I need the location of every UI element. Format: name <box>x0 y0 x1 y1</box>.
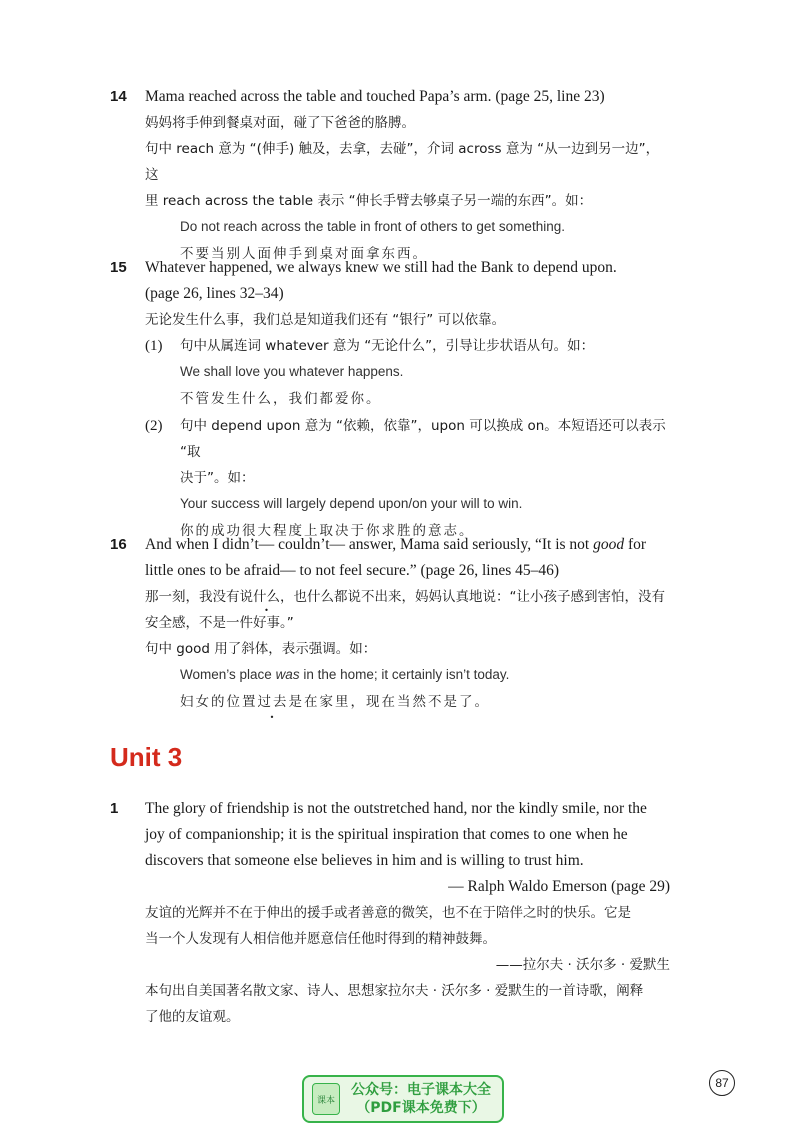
banner-line: （PDF课本免费下） <box>356 1100 486 1116</box>
quote-line: discovers that someone else believes in him and is willing to trust him. <box>145 852 584 869</box>
entry-number: 1 <box>110 800 119 817</box>
sub-note-2 <box>145 413 670 545</box>
source-sentence <box>145 532 670 558</box>
note-entry-15 <box>110 255 670 545</box>
text-span: 。” <box>280 615 294 631</box>
emphasized-word: 过去 <box>257 694 289 710</box>
source-sentence-cont: little ones to be afraid— to not feel secure.” (page 26, lines 45–46) <box>145 562 560 579</box>
example-english: We shall love you whatever happens. <box>180 364 404 379</box>
sub-note-number: (1) <box>145 338 163 354</box>
sentence-translation: 妈妈将手伸到餐桌对面，碰了下爸爸的胳膊。 <box>145 115 415 131</box>
explanation-line: 里 reach across the table 表示 “伸长手臂去够桌子另一端的东西”。如： <box>145 193 593 209</box>
source-sentence: Mama reached across the table and touched Papa’s arm. (page 25, line 23) <box>145 88 605 105</box>
source-reference: (page 26, lines 32–34) <box>145 285 284 302</box>
quote-attribution-zh: ——拉尔夫 · 沃尔多 · 爱默生 <box>495 957 670 973</box>
text-span: in the home; it certainly isn’t today. <box>299 667 510 682</box>
example-english: Do not reach across the table in front of others to get something. <box>180 219 565 234</box>
sentence-translation: 无论发生什么事，我们总是知道我们还有 “银行” 可以依靠。 <box>145 312 506 328</box>
page-number: 87 <box>709 1070 735 1096</box>
explanation-line: 句中 depend upon 意为 “依赖，依靠”，upon 可以换成 on。本短语还可以表示 “取 <box>180 418 666 460</box>
quote-line: The glory of friendship is not the outstretched hand, nor the kindly smile, nor the <box>145 800 647 817</box>
example-english <box>145 662 670 688</box>
banner-line: 公众号：电子课本大全 <box>351 1082 491 1098</box>
emphasized-word: good <box>593 536 625 553</box>
banner-text <box>340 1081 502 1117</box>
example-english: Your success will largely depend upon/on your will to win. <box>180 496 523 511</box>
quote-translation: 当一个人发现有人相信他并愿意信任他时得到的精神鼓舞。 <box>145 931 496 947</box>
sub-note-1 <box>145 333 670 413</box>
text-span: Women’s place <box>180 667 276 682</box>
quote-translation: 友谊的光辉并不在于伸出的援手或者善意的微笑，也不在于陪伴之时的快乐。它是 <box>145 905 631 921</box>
unit3-note-entry-1 <box>110 796 670 1030</box>
sub-note-number: (2) <box>145 418 163 434</box>
text-span: 安全感，不是一件 <box>145 615 253 631</box>
sentence-translation-cont <box>145 610 670 636</box>
entry-number: 15 <box>110 259 127 276</box>
text-span: And when I didn’t— couldn’t— answer, Mama said seriously, “It is not <box>145 536 594 553</box>
example-chinese: 不管发生什么，我们都爱你。 <box>180 391 382 407</box>
explanation-line: 决于”。如： <box>180 470 255 486</box>
explanation-line: 句中 good 用了斜体，表示强调。如： <box>145 641 377 657</box>
explanation-line: 句中 reach 意为 “(伸手) 触及，去拿，去碰”，介词 across 意为 “从一边到另一边”，这 <box>145 141 660 183</box>
book-icon: 课本 <box>312 1083 340 1115</box>
entry-number: 14 <box>110 88 127 105</box>
sentence-translation: 那一刻，我没有说什么，也什么都说不出来，妈妈认真地说：“让小孩子感到害怕，没有 <box>145 589 665 605</box>
example-chinese: 不要当别人面伸手到桌对面拿东西。 <box>180 246 428 262</box>
emphasized-word: 好事 <box>253 615 280 631</box>
text-span: for <box>624 536 647 553</box>
example-chinese: 你的成功很大程度上取决于你求胜的意志。 <box>180 523 475 539</box>
quote-line: joy of companionship; it is the spiritual inspiration that comes to one when he <box>145 826 628 843</box>
quote-attribution: — Ralph Waldo Emerson (page 29) <box>448 878 670 895</box>
entry-number: 16 <box>110 536 127 553</box>
wechat-banner[interactable] <box>302 1075 504 1123</box>
example-chinese <box>145 688 670 716</box>
note-entry-14 <box>110 84 670 268</box>
text-span: 是在家里，现在当然不是了。 <box>288 694 490 710</box>
text-span: 妇女的位置 <box>180 694 258 710</box>
explanation-line: 本句出自美国著名散文家、诗人、思想家拉尔夫 · 沃尔多 · 爱默生的一首诗歌，阐释 <box>145 983 644 999</box>
explanation-line: 了他的友谊观。 <box>145 1009 240 1025</box>
source-sentence: Whatever happened, we always knew we still had the Bank to depend upon. <box>145 259 617 276</box>
explanation-line: 句中从属连词 whatever 意为 “无论什么”，引导让步状语从句。如： <box>180 338 595 354</box>
unit-heading: Unit 3 <box>110 742 183 772</box>
emphasized-word: was <box>275 667 300 682</box>
note-entry-16 <box>110 532 670 716</box>
